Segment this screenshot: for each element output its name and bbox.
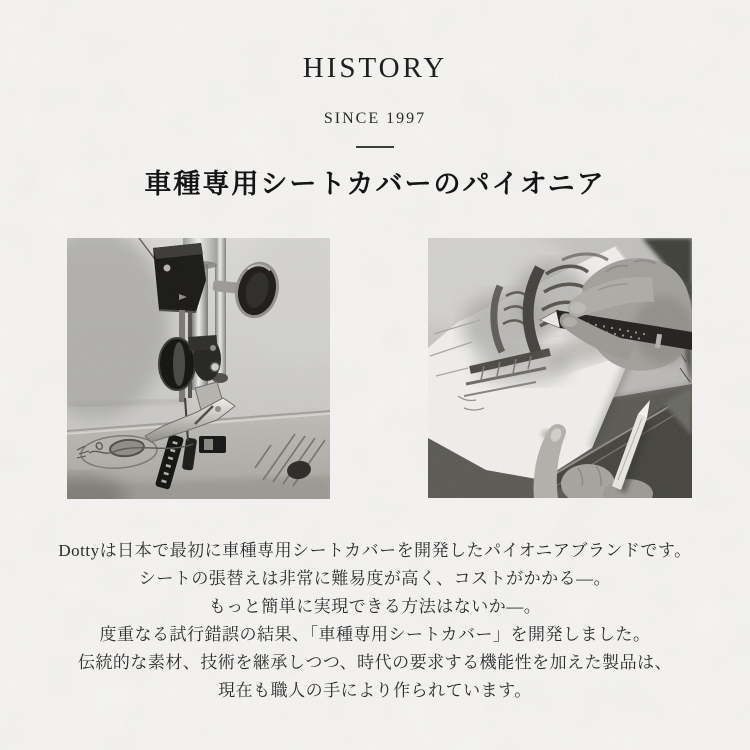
history-paragraph-line: 度重なる試行錯誤の結果、「車種専用シートカバー」を開発しました。 xyxy=(99,625,651,644)
history-paragraph-line: シートの張替えは非常に難易度が高く、コストがかかる―。 xyxy=(138,569,612,588)
history-since-subtitle: SINCE 1997 xyxy=(323,110,427,127)
history-paragraph-line: もっと簡単に実現できる方法はないか―。 xyxy=(208,597,542,616)
divider-line xyxy=(356,146,394,148)
sewing-machine-photo xyxy=(67,238,330,499)
photo-row xyxy=(4,238,750,499)
history-paragraph-line: Dottyは日本で最初に車種専用シートカバーを開発したパイオニアブランドです。 xyxy=(58,541,692,560)
history-paragraph-line: 現在も職人の手により作られています。 xyxy=(218,681,532,700)
history-heading-jp: 車種専用シートカバーのパイオニア xyxy=(144,169,606,199)
hand-sketching-photo xyxy=(428,238,692,498)
history-paragraph xyxy=(0,537,750,705)
history-title: HISTORY xyxy=(302,52,448,84)
history-paragraph-line: 伝統的な素材、技術を継承しつつ、時代の要求する機能性を加えた製品は、 xyxy=(77,653,673,672)
